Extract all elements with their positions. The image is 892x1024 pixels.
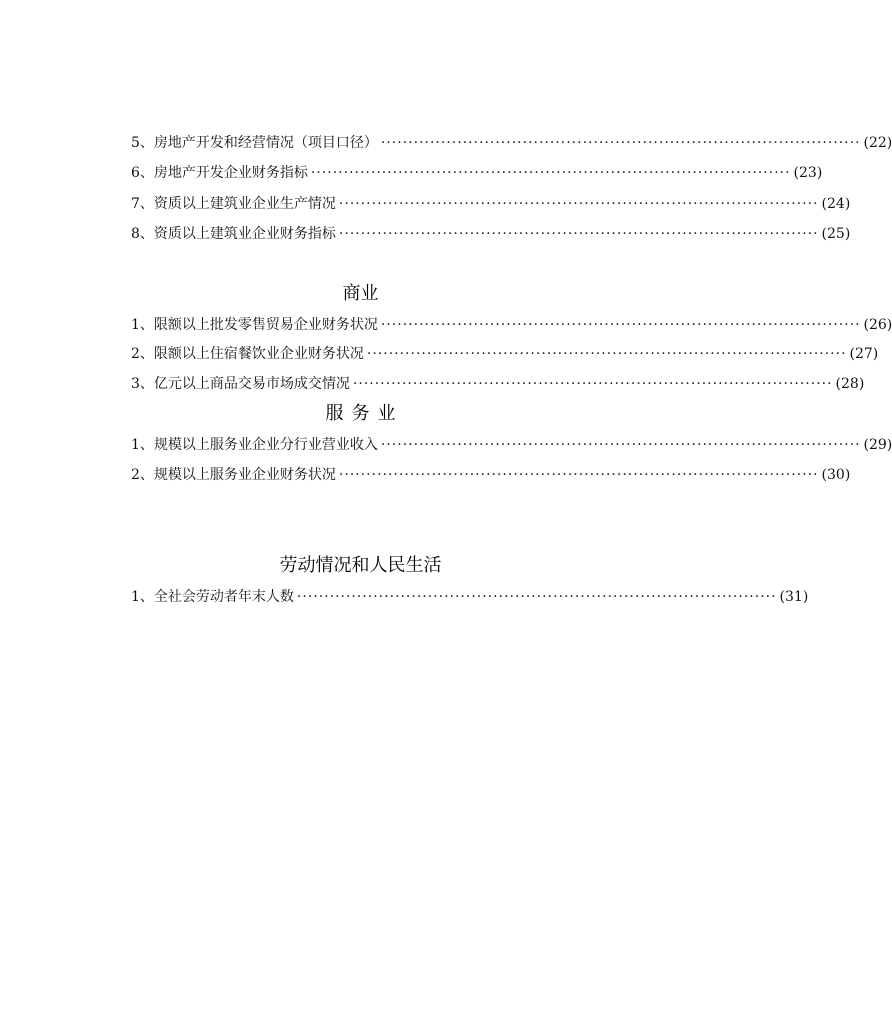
toc-entry-page: (31) (779, 589, 809, 605)
toc-entry-label: 2、规模以上服务业企业财务状况 (131, 467, 336, 483)
toc-entry (131, 314, 892, 336)
dot-leader: ························································································ (338, 467, 819, 483)
toc-entry (131, 223, 851, 245)
section-heading: 劳动情况和人民生活 (279, 555, 442, 576)
toc-entry (131, 132, 892, 154)
toc-entry (131, 193, 851, 215)
toc-entry-label: 1、限额以上批发零售贸易企业财务状况 (131, 317, 378, 333)
dot-leader: ························································································ (296, 589, 777, 605)
toc-entry-page: (27) (849, 346, 879, 362)
toc-entry (131, 586, 809, 608)
section-heading: 商业 (342, 283, 379, 304)
toc-entry (131, 373, 865, 395)
toc-entry-label: 6、房地产开发企业财务指标 (131, 165, 308, 181)
toc-entry-page: (26) (863, 317, 892, 333)
toc-entry-page: (25) (821, 226, 851, 242)
toc-entry-label: 1、规模以上服务业企业分行业营业收入 (131, 437, 378, 453)
toc-entry-page: (28) (835, 376, 865, 392)
section-heading: 服务业 (325, 403, 404, 424)
toc-entry (131, 162, 823, 184)
toc-entry-page: (23) (793, 165, 823, 181)
dot-leader: ························································································ (380, 317, 861, 333)
dot-leader: ························································································ (366, 346, 847, 362)
dot-leader: ························································································ (380, 437, 861, 453)
toc-entry (131, 434, 892, 456)
toc-entry-page: (22) (863, 135, 892, 151)
dot-leader: ························································································ (338, 196, 819, 212)
toc-entry-page: (24) (821, 196, 851, 212)
toc-entry-label: 7、资质以上建筑业企业生产情况 (131, 196, 336, 212)
toc-entry-page: (29) (863, 437, 892, 453)
toc-entry-page: (30) (821, 467, 851, 483)
toc-entry (131, 343, 879, 365)
dot-leader: ························································································ (338, 226, 819, 242)
dot-leader: ························································································ (380, 135, 861, 151)
dot-leader: ························································································ (310, 165, 791, 181)
toc-entry-label: 8、资质以上建筑业企业财务指标 (131, 226, 336, 242)
toc-entry (131, 464, 851, 486)
dot-leader: ························································································ (352, 376, 833, 392)
toc-entry-label: 2、限额以上住宿餐饮业企业财务状况 (131, 346, 364, 362)
toc-entry-label: 5、房地产开发和经营情况（项目口径） (131, 135, 378, 151)
toc-entry-label: 3、亿元以上商品交易市场成交情况 (131, 376, 350, 392)
toc-entry-label: 1、全社会劳动者年末人数 (131, 589, 294, 605)
